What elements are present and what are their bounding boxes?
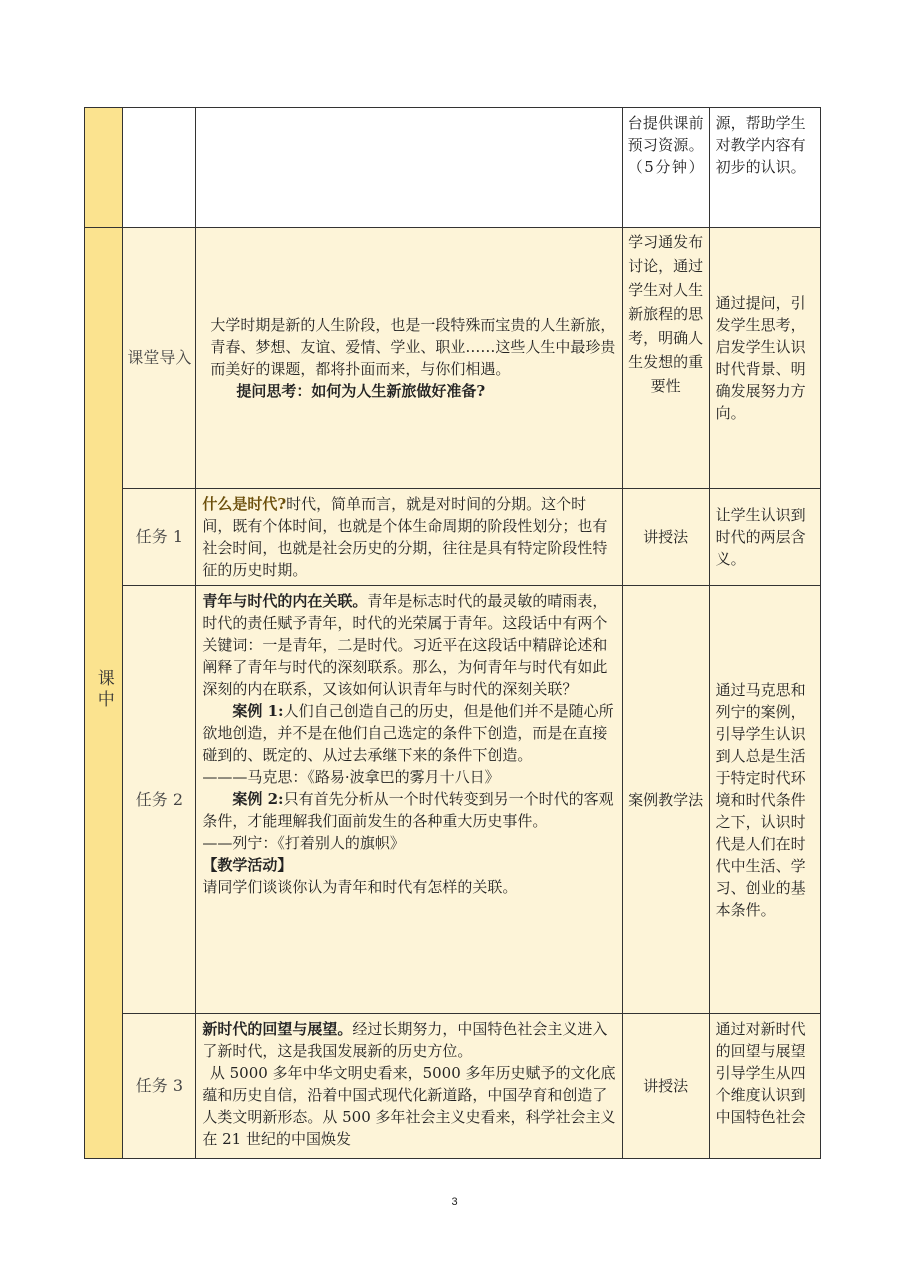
page-number: 3 bbox=[451, 1196, 458, 1208]
table-row bbox=[85, 108, 821, 228]
step-cell bbox=[123, 1014, 196, 1159]
phase-cell bbox=[85, 108, 123, 228]
purpose-cell: 让学生认识到时代的两层含义。 bbox=[709, 489, 820, 586]
step-cell bbox=[123, 108, 196, 228]
table-row bbox=[85, 489, 821, 586]
purpose-cell: 通过对新时代的回望与展望引导学生从四个维度认识到中国特色社会 bbox=[709, 1014, 820, 1159]
task-text: 青年是标志时代的最灵敏的晴雨表，时代的责任赋予青年，时代的光荣属于青年。这段话中有两个关键词：一是青年，二是时代。习近平在这段话中精辟论述和阐释了青年与时代的深刻联系。那么，为何青年与时代有如此深刻的内在联系，又该如何认识青年与时代的深刻关联？ bbox=[202, 592, 608, 698]
table-row bbox=[85, 1014, 821, 1159]
step-cell bbox=[123, 228, 196, 489]
content-cell bbox=[196, 108, 622, 228]
method-cell: 讲授法 bbox=[622, 1014, 709, 1159]
step-label: 课堂导入 bbox=[127, 348, 192, 367]
task-title: 青年与时代的内在关联。 bbox=[202, 592, 368, 610]
task-title: 什么是时代? bbox=[202, 495, 287, 513]
purpose-cell: 源，帮助学生对教学内容有初步的认识。 bbox=[709, 108, 820, 228]
case-source: ——列宁：《打着别人的旗帜》 bbox=[202, 834, 405, 852]
step-cell bbox=[123, 586, 196, 1014]
task-text-2: 从 5000 多年中华文明史看来，5000 多年历史赋予的文化底蕴和历史自信，沿着中国式现代化新道路，中国孕育和创造了人类文明新形态。从 500 多年社会主义史看来，科学社会主义在 21 世纪的中国焕发 bbox=[202, 1064, 616, 1148]
content-cell bbox=[196, 489, 622, 586]
intro-question: 提问思考：如何为人生新旅做好准备? bbox=[236, 382, 486, 400]
step-label: 任务 3 bbox=[135, 1076, 184, 1095]
intro-paragraph: 大学时期是新的人生阶段，也是一段特殊而宝贵的人生新旅，青春、梦想、友谊、爱情、学业、职业……这些人生中最珍贵而美好的课题，都将扑面而来，与你们相遇。 bbox=[210, 316, 616, 378]
content-cell bbox=[196, 1014, 622, 1159]
phase-label: 课中 bbox=[93, 669, 114, 711]
method-cell: 案例教学法 bbox=[622, 586, 709, 1014]
purpose-cell: 通过马克思和列宁的案例，引导学生认识到人总是生活于特定时代环境和时代条件之下，认识时代是人们在时代中生活、学习、创业的基本条件。 bbox=[709, 586, 820, 1014]
activity-text: 请同学们谈谈你认为青年和时代有怎样的关联。 bbox=[202, 878, 518, 896]
case-label: 案例 2: bbox=[232, 790, 284, 808]
task-text: 时代，简单而言，就是对时间的分期。这个时间，既有个体时间，也就是个体生命周期的阶段性划分；也有社会时间，也就是社会历史的分期，往往是具有特定阶段性特征的历史时期。 bbox=[202, 495, 608, 579]
task-text: 经过长期努力，中国特色社会主义进入了新时代，这是我国发展新的历史方位。 bbox=[202, 1020, 608, 1060]
activity-title: 【教学活动】 bbox=[202, 856, 293, 874]
method-cell: 学习通发布讨论，通过学生对人生新旅程的思考，明确人生发想的重要性 bbox=[622, 228, 709, 489]
step-label: 任务 2 bbox=[135, 789, 184, 809]
phase-cell bbox=[85, 228, 123, 1159]
table-row bbox=[85, 586, 821, 1014]
step-cell bbox=[123, 489, 196, 586]
content-cell: 青年与时代的内在关联。青年是标志时代的最灵敏的晴雨表，时代的责任赋予青年，时代的光荣属于青年。这段话中有两个关键词：一是青年，二是时代。习近平在这段话中精辟论述和阐释了青年与时代的深刻联系。那么，为何青年与时代有如此深刻的内在联系，又该如何认识青年与时代的深刻关联？ 案例 1:人们自己创造自己的历史，但是他们并不是随心所欲地创造，并不是在他们自己选定的条件下创造，而是在直接碰到的、既定的、从过去承继下来的条件下创造。 ———马克思：《路易·波拿巴的雾月十八日》 案例 2:只有首先分析从一个时代转变到另一个时代的客观条件，才能理解我们面前发生的各种重大历史事件。 ——列宁：《打着别人的旗帜》 【教学活动】 请同学们谈谈你认为青年和时代有怎样的关联。 bbox=[196, 586, 622, 1014]
method-cell: 台提供课前预习资源。（5分钟） bbox=[622, 108, 709, 228]
purpose-cell: 通过提问，引发学生思考，启发学生认识时代背景、明确发展努力方向。 bbox=[709, 228, 820, 489]
content-cell bbox=[196, 228, 622, 489]
method-cell: 讲授法 bbox=[622, 489, 709, 586]
case-label: 案例 1: bbox=[232, 702, 284, 720]
table-row bbox=[85, 228, 821, 489]
lesson-plan-table bbox=[84, 107, 821, 1159]
case-source: ———马克思：《路易·波拿巴的雾月十八日》 bbox=[202, 768, 500, 786]
task-title: 新时代的回望与展望。 bbox=[202, 1020, 353, 1038]
step-label: 任务 1 bbox=[135, 527, 184, 546]
